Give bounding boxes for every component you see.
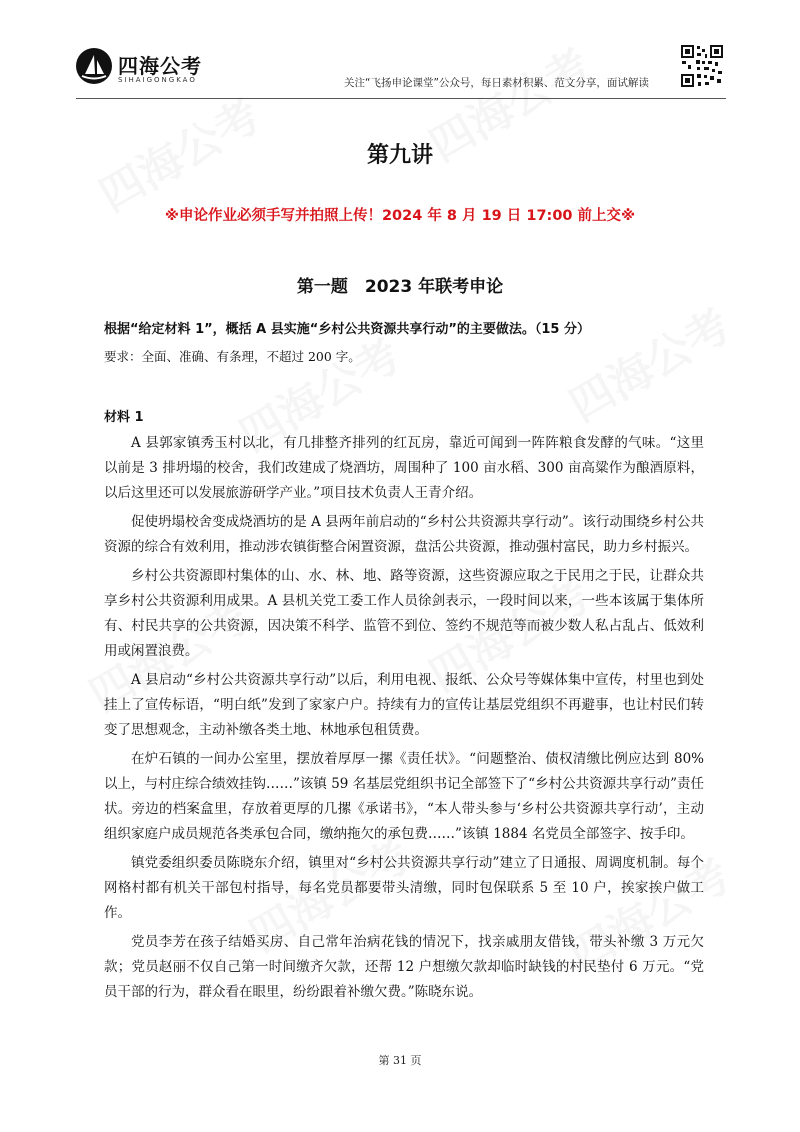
page-header xyxy=(76,44,726,96)
paragraph: 乡村公共资源即村集体的山、水、林、地、路等资源，这些资源应取之于民用之于民，让群众共享乡村公共资源利用成果。A 县机关党工委工作人员徐剑表示，一段时间以来，一些本该属于集体所有、村民共享的公共资源，因决策不科学、监管不到位、签约不规范等而被少数人私占乱占、低效利用或闲置浪费。 xyxy=(104,568,704,659)
watermark xyxy=(556,290,740,433)
paragraph: 镇党委组织委员陈晓东介绍，镇里对“乡村公共资源共享行动”建立了日通报、周调度机制。每个网格村都有机关干部包村指导，每名党员都要带头清缴，同时包保联系 5 至 10 户，挨家挨户做工作。 xyxy=(104,855,704,921)
page-number: 第 31 页 xyxy=(378,1054,422,1067)
header-note: 关注“飞扬申论课堂”公众号，每日素材积累、范文分享，面试解读 xyxy=(344,77,649,89)
qr-code-icon xyxy=(680,44,724,88)
material-label: 材料 1 xyxy=(104,410,144,425)
paragraph: A 县启动“乡村公共资源共享行动”以后，利用电视、报纸、公众号等媒体集中宣传，村里也到处挂上了宣传标语，“明白纸”发到了家家户户。持续有力的宣传让基层党组织不再避事，也让村民们转变了思想观念，主动补缴各类土地、林地承包租赁费。 xyxy=(104,672,704,738)
question-title: 第一题 2023 年联考申论 xyxy=(296,277,504,297)
submission-notice: ※申论作业必须手写并拍照上传！2024 年 8 月 19 日 17:00 前上交※ xyxy=(164,208,636,224)
logo-text: 四海公考 xyxy=(118,54,202,78)
sailboat-logo-icon xyxy=(76,48,112,84)
paragraph: 促使坍塌校舍变成烧酒坊的是 A 县两年前启动的“乡村公共资源共享行动”。该行动围绕乡村公共资源的综合有效利用，推动涉农镇街整合闲置资源，盘活公共资源，推动强村富民，助力乡村振兴。 xyxy=(104,514,704,555)
brand-logo xyxy=(76,48,216,92)
question-prompt: 根据“给定材料 1”，概括 A 县实施“乡村公共资源共享行动”的主要做法。（15 分） xyxy=(104,322,590,337)
paragraph: 党员李芳在孩子结婚买房、自己常年治病花钱的情况下，找亲戚朋友借钱，带头补缴 3 万元欠款；党员赵丽不仅自己第一时间缴齐欠款，还帮 12 户想缴欠款却临时缺钱的村民垫付 6 万元。“党员干部的行为，群众看在眼里，纷纷跟着补缴欠费。”陈晓东说。 xyxy=(104,934,704,1000)
question-requirement: 要求：全面、准确、有条理，不超过 200 字。 xyxy=(104,349,361,364)
header-divider xyxy=(76,98,726,99)
paragraph: 在炉石镇的一间办公室里，摆放着厚厚一摞《责任状》。“问题整治、债权清缴比例应达到 80%以上，与村庄综合绩效挂钩……”该镇 59 名基层党组织书记全部签下了“乡村公共资源共享行动”责任状。旁边的档案盒里，存放着更厚的几摞《承诺书》，“本人带头参与‘乡村公共资源共享行动’，主动组织家庭户成员规范各类承包合同，缴纳拖欠的承包费……”该镇 1884 名党员全部签字、按手印。 xyxy=(104,751,704,842)
logo-subtext: SIHAIGONGKAO xyxy=(118,76,197,84)
lecture-title: 第九讲 xyxy=(366,143,433,168)
paragraph: A 县郭家镇秀玉村以北，有几排整齐排列的红瓦房，靠近可闻到一阵阵粮食发酵的气味。“这里以前是 3 排坍塌的校舍，我们改建成了烧酒坊，周围种了 100 亩水稻、300 亩高粱作为酿酒原料，以后这里还可以发展旅游研学产业。”项目技术负责人王青介绍。 xyxy=(104,435,704,501)
material-body xyxy=(104,431,704,1009)
